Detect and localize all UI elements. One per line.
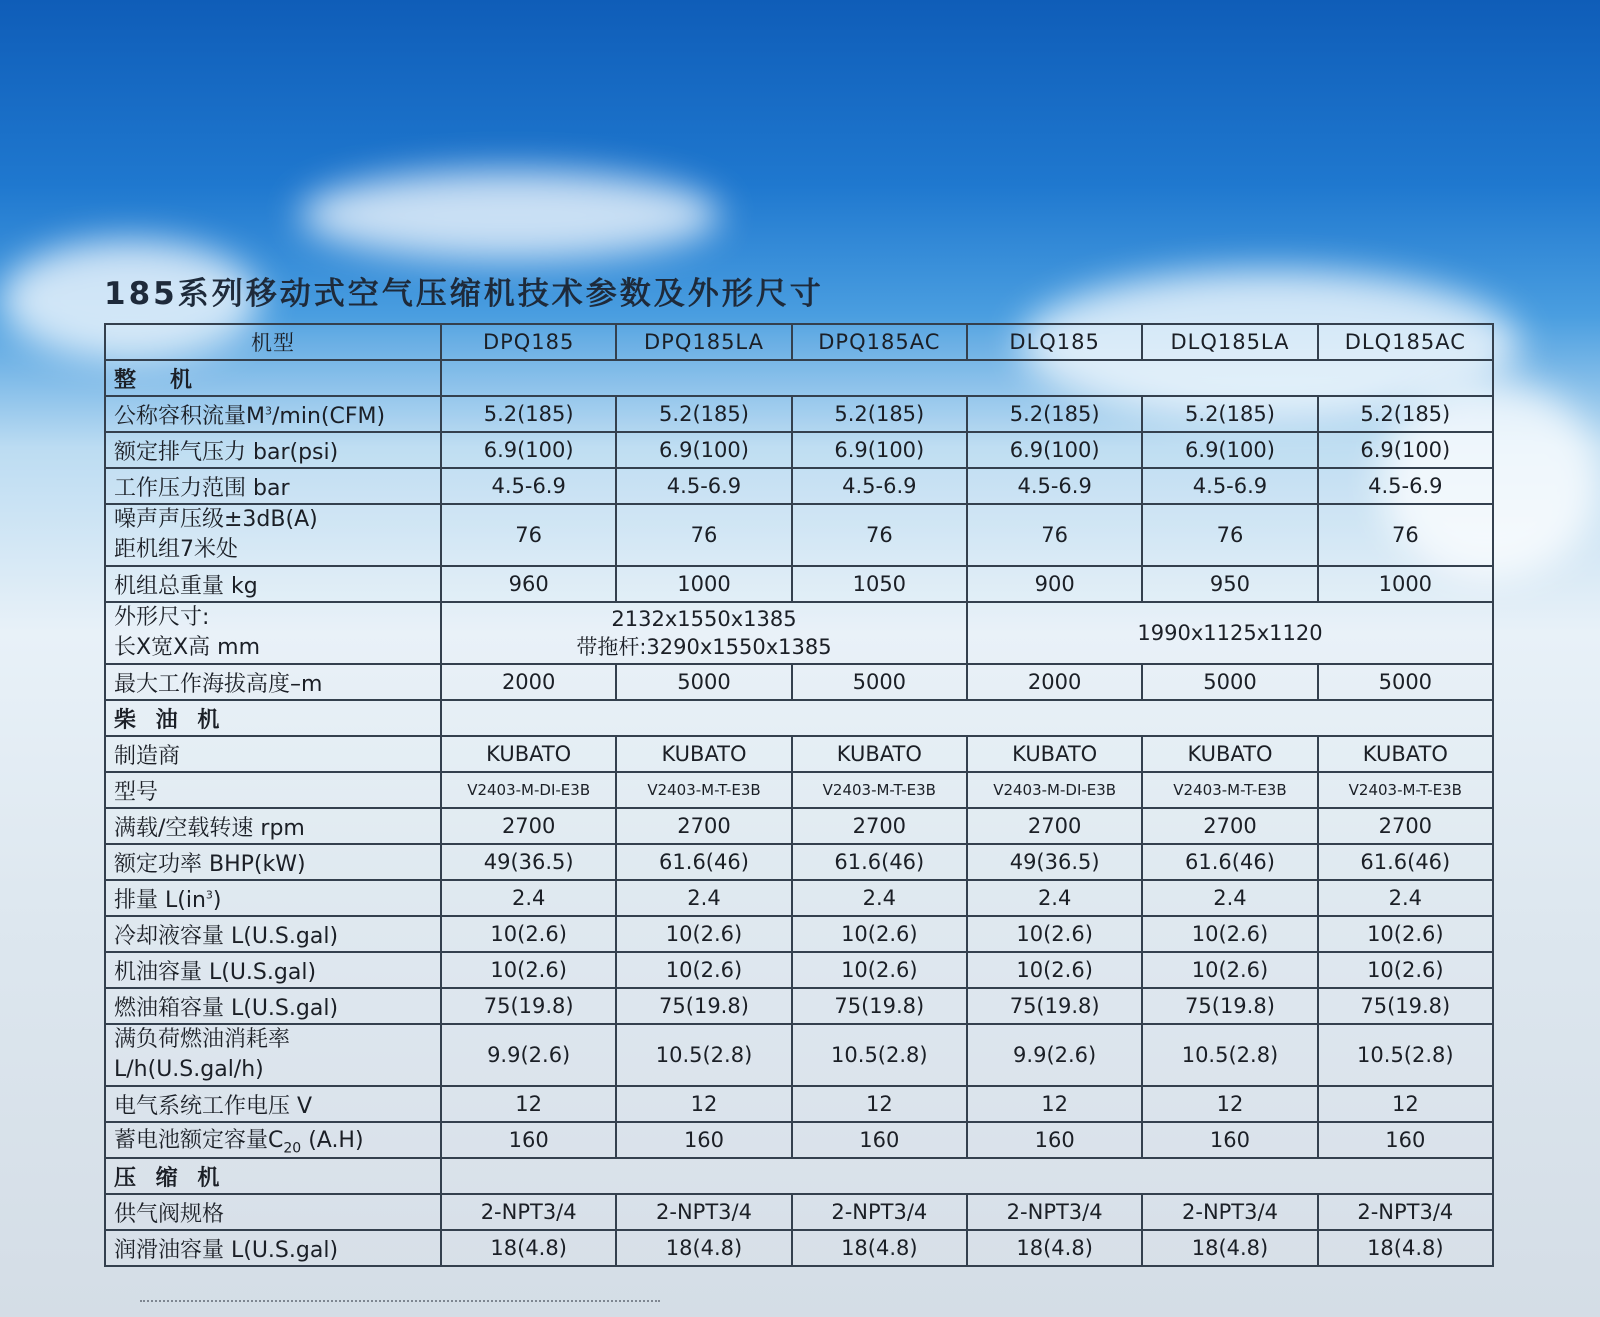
table-cell: 5000 bbox=[1142, 664, 1317, 700]
table-cell: 4.5-6.9 bbox=[967, 468, 1142, 504]
table-cell: 2-NPT3/4 bbox=[967, 1194, 1142, 1230]
row-label: 排量 $L(in^3)$ bbox=[105, 880, 441, 916]
table-cell: 9.9(2.6) bbox=[441, 1024, 616, 1086]
table-cell: 2-NPT3/4 bbox=[1318, 1194, 1493, 1230]
row-label: 公称容积流量$M^3/\min(CFM)$ bbox=[105, 396, 441, 432]
row-label: 机组总重量 kg bbox=[105, 566, 441, 602]
table-cell: 5000 bbox=[792, 664, 967, 700]
table-cell: 76 bbox=[1318, 504, 1493, 566]
row-label: 工作压力范围 bar bbox=[105, 468, 441, 504]
table-cell: 61.6(46) bbox=[792, 844, 967, 880]
table-cell: 6.9(100) bbox=[967, 432, 1142, 468]
table-cell: 10.5(2.8) bbox=[1318, 1024, 1493, 1086]
table-cell: 10(2.6) bbox=[1142, 916, 1317, 952]
merged-cell-dpq: 2132x1550x1385 带拖杆:3290x1550x1385 bbox=[441, 602, 967, 664]
table-cell: 160 bbox=[616, 1122, 791, 1158]
table-cell: 12 bbox=[616, 1086, 791, 1122]
table-cell: 160 bbox=[1318, 1122, 1493, 1158]
row-label: 额定功率 BHP(kW) bbox=[105, 844, 441, 880]
table-cell: 10.5(2.8) bbox=[792, 1024, 967, 1086]
table-cell: 4.5-6.9 bbox=[616, 468, 791, 504]
table-cell: 5000 bbox=[1318, 664, 1493, 700]
table-cell: 9.9(2.6) bbox=[967, 1024, 1142, 1086]
model-header: DLQ185AC bbox=[1318, 324, 1493, 360]
table-cell: 12 bbox=[441, 1086, 616, 1122]
table-cell: 6.9(100) bbox=[441, 432, 616, 468]
table-cell: 10(2.6) bbox=[967, 916, 1142, 952]
table-cell: 10(2.6) bbox=[792, 916, 967, 952]
page-title: 185系列移动式空气压缩机技术参数及外形尺寸 bbox=[104, 276, 824, 312]
table-cell: 75(19.8) bbox=[1142, 988, 1317, 1024]
table-cell: V2403-M-T-E3B bbox=[1142, 772, 1317, 808]
section-row bbox=[105, 360, 1493, 396]
table-cell: V2403-M-DI-E3B bbox=[967, 772, 1142, 808]
table-cell: 76 bbox=[792, 504, 967, 566]
row-label: 润滑油容量 L(U.S.gal) bbox=[105, 1230, 441, 1266]
table-cell: 75(19.8) bbox=[967, 988, 1142, 1024]
table-cell: 5.2(185) bbox=[1318, 396, 1493, 432]
table-cell: KUBATO bbox=[967, 736, 1142, 772]
model-header: DPQ185LA bbox=[616, 324, 791, 360]
table-cell: 4.5-6.9 bbox=[1318, 468, 1493, 504]
table-cell: 6.9(100) bbox=[792, 432, 967, 468]
table-cell: 10(2.6) bbox=[616, 916, 791, 952]
spec-table bbox=[104, 323, 1494, 1267]
table-cell: 10(2.6) bbox=[792, 952, 967, 988]
row-label: 外形尺寸: 长X宽X高 mm bbox=[105, 602, 441, 664]
table-cell: 2.4 bbox=[616, 880, 791, 916]
table-cell: 2-NPT3/4 bbox=[616, 1194, 791, 1230]
section-spacer bbox=[441, 700, 1493, 736]
table-cell: 160 bbox=[967, 1122, 1142, 1158]
table-cell: V2403-M-T-E3B bbox=[1318, 772, 1493, 808]
table-cell: 10(2.6) bbox=[1142, 952, 1317, 988]
table-cell: 2.4 bbox=[441, 880, 616, 916]
table-cell: 950 bbox=[1142, 566, 1317, 602]
table-cell: 960 bbox=[441, 566, 616, 602]
table-cell: KUBATO bbox=[792, 736, 967, 772]
table-cell: 4.5-6.9 bbox=[792, 468, 967, 504]
section-title: 柴 油 机 bbox=[105, 700, 441, 736]
table-cell: 5.2(185) bbox=[1142, 396, 1317, 432]
table-cell: 10.5(2.8) bbox=[1142, 1024, 1317, 1086]
table-cell: 6.9(100) bbox=[1318, 432, 1493, 468]
row-label: 电气系统工作电压 V bbox=[105, 1086, 441, 1122]
table-row bbox=[105, 880, 1493, 916]
section-row bbox=[105, 700, 1493, 736]
row-label: 蓄电池额定容量$C_{20}$ (A.H) bbox=[105, 1122, 441, 1158]
table-cell: 5.2(185) bbox=[967, 396, 1142, 432]
row-label: 满负荷燃油消耗率 L/h(U.S.gal/h) bbox=[105, 1024, 441, 1086]
table-cell: 18(4.8) bbox=[616, 1230, 791, 1266]
table-row bbox=[105, 1194, 1493, 1230]
model-header: DLQ185 bbox=[967, 324, 1142, 360]
table-cell: V2403-M-T-E3B bbox=[792, 772, 967, 808]
table-row bbox=[105, 1086, 1493, 1122]
table-cell: 49(36.5) bbox=[441, 844, 616, 880]
table-cell: 900 bbox=[967, 566, 1142, 602]
table-row bbox=[105, 566, 1493, 602]
table-cell: 6.9(100) bbox=[616, 432, 791, 468]
model-header: DPQ185AC bbox=[792, 324, 967, 360]
table-row bbox=[105, 772, 1493, 808]
section-spacer bbox=[441, 1158, 1493, 1194]
table-row bbox=[105, 808, 1493, 844]
table-cell: V2403-M-DI-E3B bbox=[441, 772, 616, 808]
table-cell: 18(4.8) bbox=[441, 1230, 616, 1266]
table-cell: 2000 bbox=[441, 664, 616, 700]
table-cell: 2-NPT3/4 bbox=[1142, 1194, 1317, 1230]
table-cell: 18(4.8) bbox=[967, 1230, 1142, 1266]
table-cell: 10(2.6) bbox=[441, 916, 616, 952]
table-cell: KUBATO bbox=[1142, 736, 1317, 772]
table-row bbox=[105, 1230, 1493, 1266]
table-cell: 10(2.6) bbox=[967, 952, 1142, 988]
row-label: 噪声声压级±3dB(A) 距机组7米处 bbox=[105, 504, 441, 566]
cropped-footnote bbox=[140, 1300, 660, 1312]
table-cell: 18(4.8) bbox=[792, 1230, 967, 1266]
table-cell: 12 bbox=[1318, 1086, 1493, 1122]
row-label: 满载/空载转速 rpm bbox=[105, 808, 441, 844]
table-cell: 2700 bbox=[792, 808, 967, 844]
table-cell: 76 bbox=[967, 504, 1142, 566]
table-cell: 75(19.8) bbox=[1318, 988, 1493, 1024]
table-row bbox=[105, 988, 1493, 1024]
table-cell: 75(19.8) bbox=[792, 988, 967, 1024]
table-cell: V2403-M-T-E3B bbox=[616, 772, 791, 808]
table-cell: 6.9(100) bbox=[1142, 432, 1317, 468]
table-row bbox=[105, 844, 1493, 880]
row-label: 机油容量 L(U.S.gal) bbox=[105, 952, 441, 988]
table-cell: 75(19.8) bbox=[441, 988, 616, 1024]
table-cell: 2.4 bbox=[792, 880, 967, 916]
table-cell: 160 bbox=[792, 1122, 967, 1158]
table-cell: 61.6(46) bbox=[1142, 844, 1317, 880]
table-cell: 61.6(46) bbox=[1318, 844, 1493, 880]
table-cell: 1000 bbox=[1318, 566, 1493, 602]
table-cell: 2700 bbox=[1142, 808, 1317, 844]
row-label: 额定排气压力 bar(psi) bbox=[105, 432, 441, 468]
table-cell: 4.5-6.9 bbox=[1142, 468, 1317, 504]
table-row bbox=[105, 916, 1493, 952]
table-row bbox=[105, 602, 1493, 664]
table-row bbox=[105, 504, 1493, 566]
table-cell: 12 bbox=[792, 1086, 967, 1122]
section-row bbox=[105, 1158, 1493, 1194]
table-cell: KUBATO bbox=[616, 736, 791, 772]
table-row bbox=[105, 736, 1493, 772]
table-cell: 76 bbox=[1142, 504, 1317, 566]
row-label: 燃油箱容量 L(U.S.gal) bbox=[105, 988, 441, 1024]
table-cell: 10.5(2.8) bbox=[616, 1024, 791, 1086]
cloud-decoration bbox=[300, 170, 720, 260]
table-header-row bbox=[105, 324, 1493, 360]
table-cell: 5.2(185) bbox=[441, 396, 616, 432]
table-cell: 2700 bbox=[1318, 808, 1493, 844]
table-cell: KUBATO bbox=[1318, 736, 1493, 772]
table-row bbox=[105, 468, 1493, 504]
table-cell: 76 bbox=[441, 504, 616, 566]
row-label: 制造商 bbox=[105, 736, 441, 772]
table-cell: 2.4 bbox=[1142, 880, 1317, 916]
table-row bbox=[105, 664, 1493, 700]
table-cell: 2.4 bbox=[967, 880, 1142, 916]
table-cell: 10(2.6) bbox=[616, 952, 791, 988]
table-cell: 12 bbox=[1142, 1086, 1317, 1122]
table-cell: 5.2(185) bbox=[792, 396, 967, 432]
table-cell: 160 bbox=[441, 1122, 616, 1158]
table-row bbox=[105, 1122, 1493, 1158]
table-cell: 1050 bbox=[792, 566, 967, 602]
table-cell: KUBATO bbox=[441, 736, 616, 772]
table-cell: 61.6(46) bbox=[616, 844, 791, 880]
header-label: 机型 bbox=[105, 324, 441, 360]
table-cell: 10(2.6) bbox=[1318, 916, 1493, 952]
row-label: 供气阀规格 bbox=[105, 1194, 441, 1230]
table-cell: 2-NPT3/4 bbox=[441, 1194, 616, 1230]
merged-cell-dlq: 1990x1125x1120 bbox=[967, 602, 1493, 664]
table-cell: 5.2(185) bbox=[616, 396, 791, 432]
table-cell: 2700 bbox=[967, 808, 1142, 844]
table-cell: 2000 bbox=[967, 664, 1142, 700]
table-cell: 76 bbox=[616, 504, 791, 566]
table-row bbox=[105, 396, 1493, 432]
table-cell: 10(2.6) bbox=[1318, 952, 1493, 988]
row-label: 最大工作海拔高度–m bbox=[105, 664, 441, 700]
table-cell: 2700 bbox=[616, 808, 791, 844]
section-title: 压 缩 机 bbox=[105, 1158, 441, 1194]
table-cell: 18(4.8) bbox=[1318, 1230, 1493, 1266]
model-header: DLQ185LA bbox=[1142, 324, 1317, 360]
table-cell: 10(2.6) bbox=[441, 952, 616, 988]
table-row bbox=[105, 432, 1493, 468]
table-row bbox=[105, 1024, 1493, 1086]
table-cell: 2-NPT3/4 bbox=[792, 1194, 967, 1230]
table-cell: 12 bbox=[967, 1086, 1142, 1122]
table-cell: 4.5-6.9 bbox=[441, 468, 616, 504]
table-cell: 5000 bbox=[616, 664, 791, 700]
table-cell: 49(36.5) bbox=[967, 844, 1142, 880]
row-label: 型号 bbox=[105, 772, 441, 808]
table-cell: 18(4.8) bbox=[1142, 1230, 1317, 1266]
section-spacer bbox=[441, 360, 1493, 396]
table-cell: 1000 bbox=[616, 566, 791, 602]
section-title: 整 机 bbox=[105, 360, 441, 396]
table-cell: 2700 bbox=[441, 808, 616, 844]
table-cell: 75(19.8) bbox=[616, 988, 791, 1024]
table-row bbox=[105, 952, 1493, 988]
table-cell: 160 bbox=[1142, 1122, 1317, 1158]
row-label: 冷却液容量 L(U.S.gal) bbox=[105, 916, 441, 952]
table-cell: 2.4 bbox=[1318, 880, 1493, 916]
model-header: DPQ185 bbox=[441, 324, 616, 360]
